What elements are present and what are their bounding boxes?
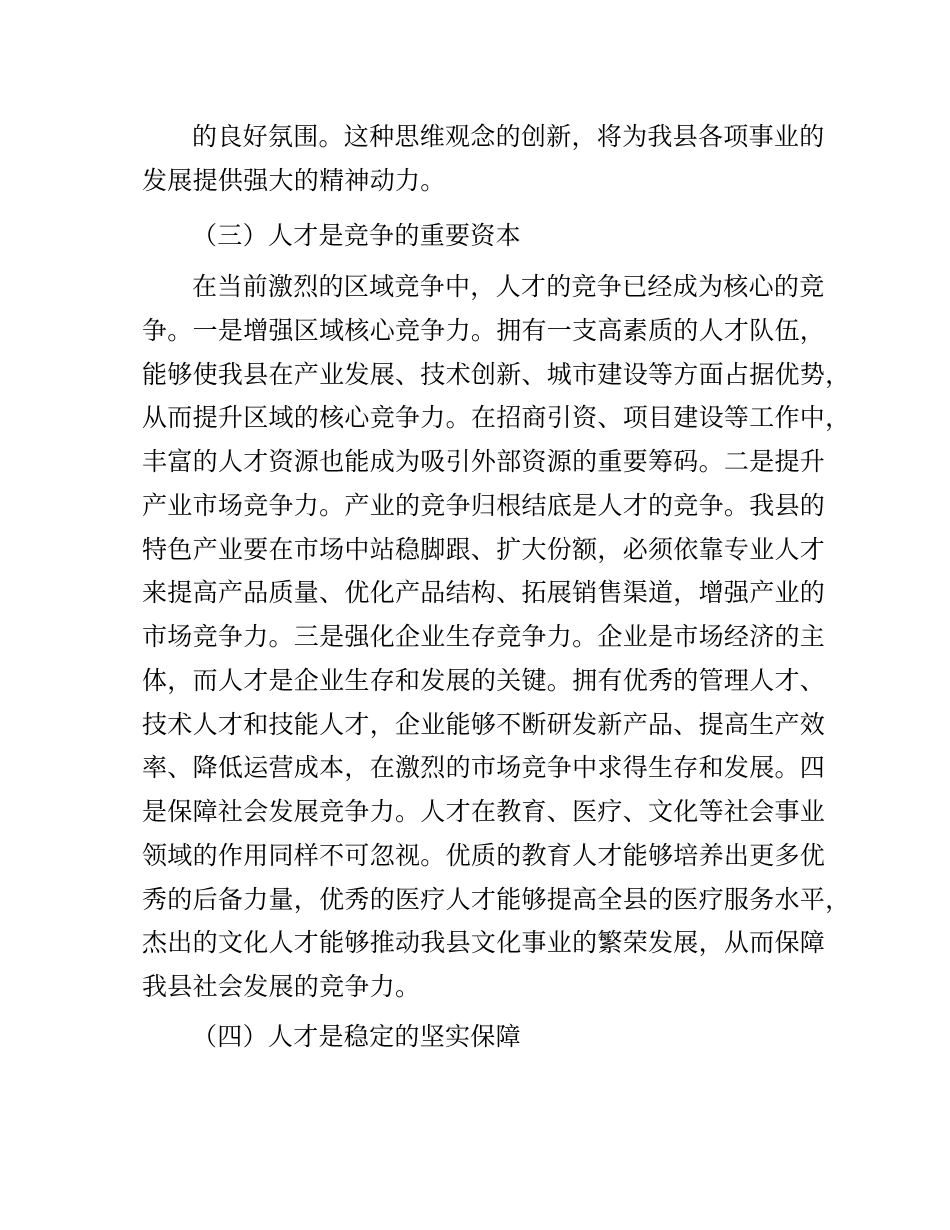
paragraph-line: 从而提升区域的核心竞争力。在招商引资、项目建设等工作中， xyxy=(142,403,851,432)
paragraph-line: 发展提供强大的精神动力。 xyxy=(142,166,446,195)
paragraph-line: 是保障社会发展竞争力。人才在教育、医疗、文化等社会事业 xyxy=(142,797,826,826)
paragraph-line: 丰富的人才资源也能成为吸引外部资源的重要筹码。二是提升 xyxy=(142,447,826,476)
paragraph-line: 杰出的文化人才能够推动我县文化事业的繁荣发展，从而保障 xyxy=(142,928,826,957)
paragraph-line: 产业市场竞争力。产业的竞争归根结底是人才的竞争。我县的 xyxy=(142,491,826,520)
paragraph-line: 技术人才和技能人才，企业能够不断研发新产品、提高生产效 xyxy=(142,710,826,739)
paragraph-line: 市场竞争力。三是强化企业生存竞争力。企业是市场经济的主 xyxy=(142,622,826,651)
paragraph-line: 争。一是增强区域核心竞争力。拥有一支高素质的人才队伍， xyxy=(142,316,826,345)
paragraph-line: 秀的后备力量，优秀的医疗人才能够提高全县的医疗服务水平， xyxy=(142,885,851,914)
paragraph-line: 特色产业要在市场中站稳脚跟、扩大份额，必须依靠专业人才 xyxy=(142,535,826,564)
paragraph-line: 我县社会发展的竞争力。 xyxy=(142,972,421,1001)
paragraph-line: 来提高产品质量、优化产品结构、拓展销售渠道，增强产业的 xyxy=(142,578,826,607)
paragraph-line: 能够使我县在产业发展、技术创新、城市建设等方面占据优势， xyxy=(142,360,851,389)
paragraph-line: 率、降低运营成本，在激烈的市场竞争中求得生存和发展。四 xyxy=(142,753,826,782)
paragraph-line: 在当前激烈的区域竞争中，人才的竞争已经成为核心的竞 xyxy=(192,272,825,301)
section-heading-3: （三）人才是竞争的重要资本 xyxy=(192,221,521,250)
paragraph-line: 的良好氛围。这种思维观念的创新，将为我县各项事业的 xyxy=(192,122,825,151)
paragraph-line: 领域的作用同样不可忽视。优质的教育人才能够培养出更多优 xyxy=(142,841,826,870)
paragraph-line: 体，而人才是企业生存和发展的关键。拥有优秀的管理人才、 xyxy=(142,666,826,695)
section-heading-4: （四）人才是稳定的坚实保障 xyxy=(192,1022,521,1051)
